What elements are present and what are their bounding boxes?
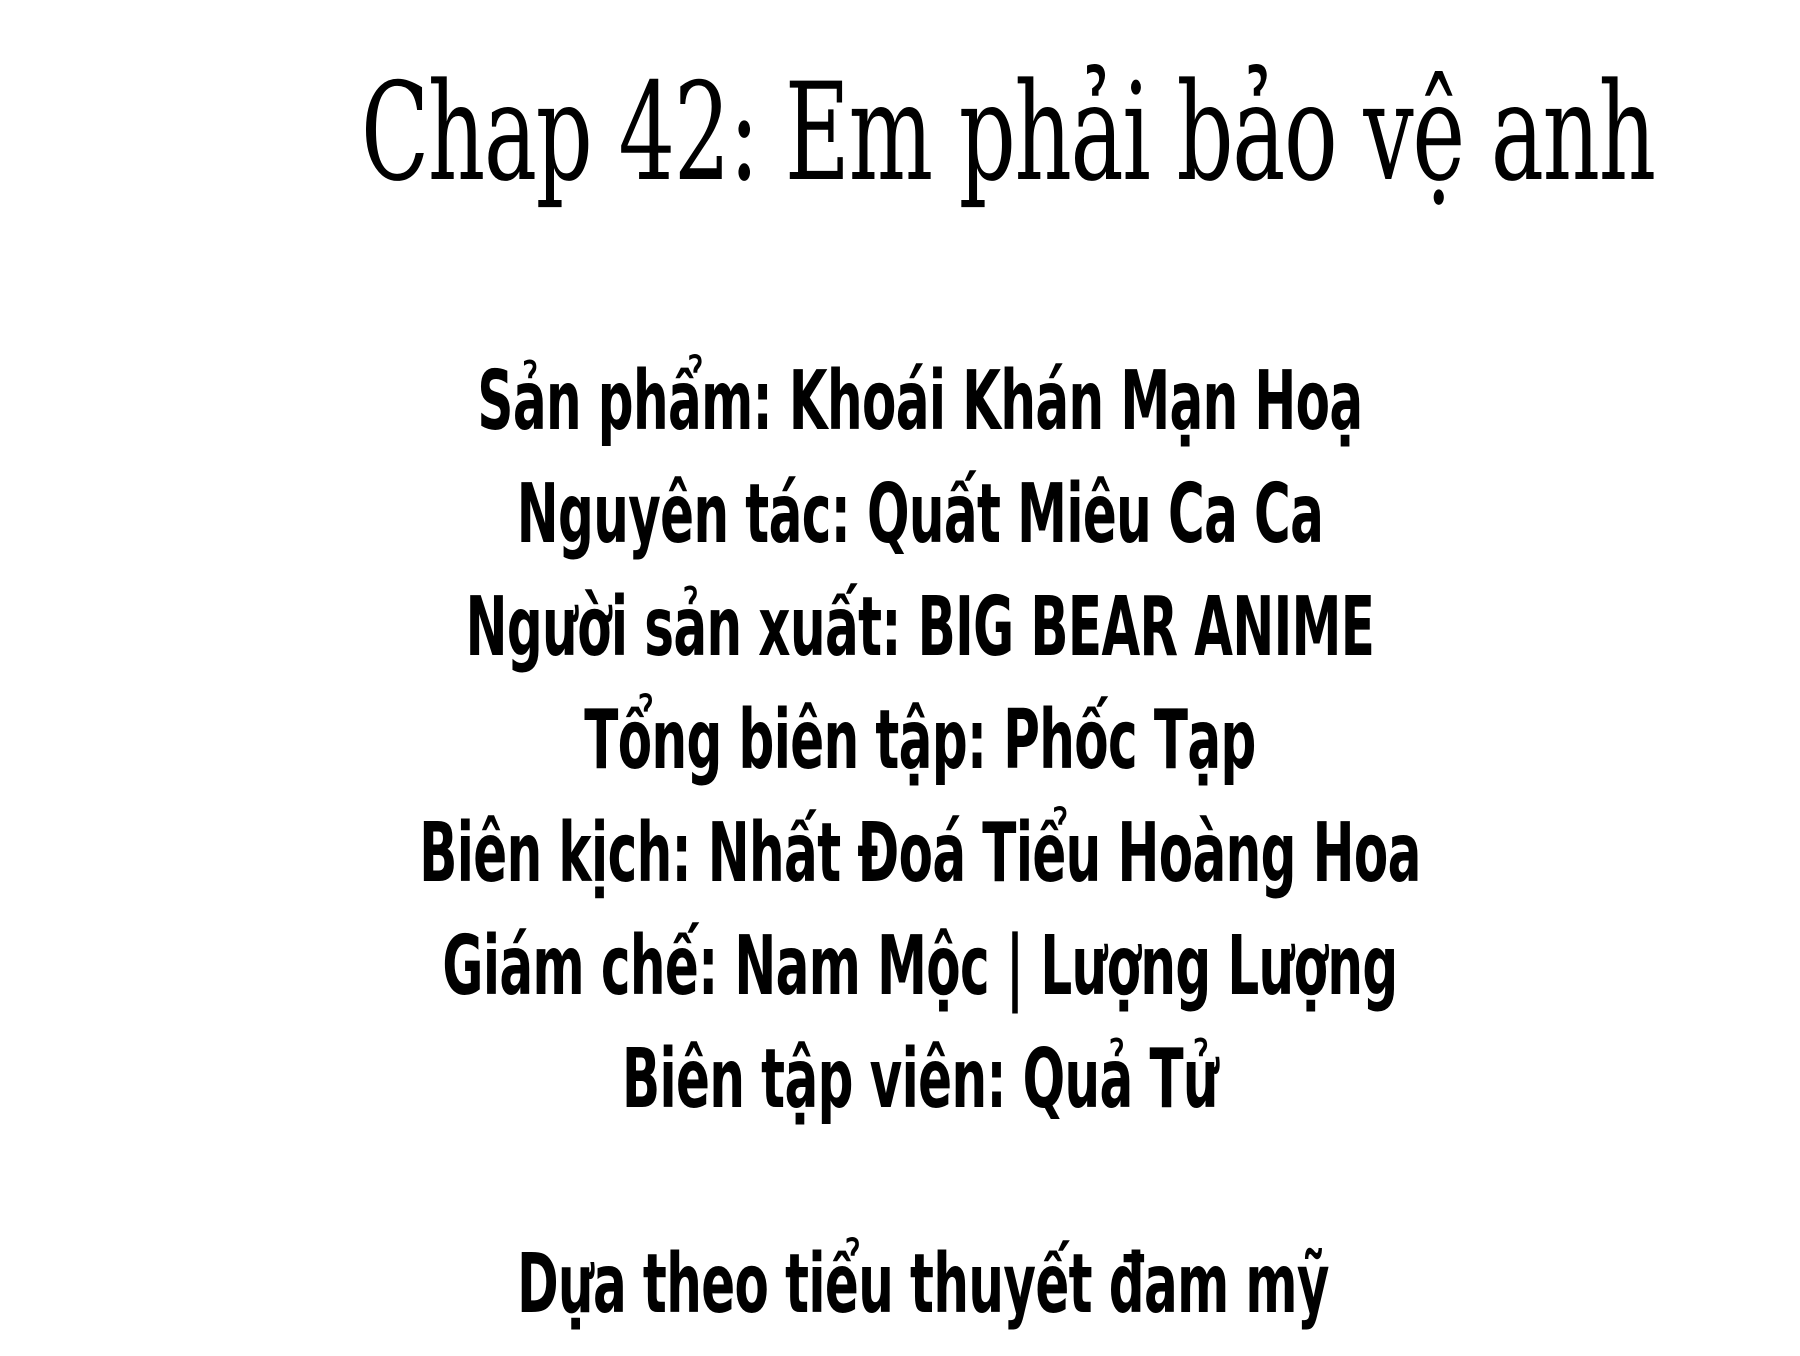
credit-line-product: Sản phẩm: Khoái Khán Mạn Hoạ [477,354,1363,449]
chapter-title: Chap 42: Em phải bảo vệ anh [361,54,1655,211]
credit-line-editor: Biên tập viên: Quả Tử [621,1032,1219,1127]
credit-line-producer: Người sản xuất: BIG BEAR ANIME [465,580,1375,675]
credit-line-original-author: Nguyên tác: Quất Miêu Ca Ca [516,467,1324,562]
credit-line-supervisor: Giám chế: Nam Mộc | Lượng Lượng [442,919,1398,1014]
credit-line-chief-editor: Tổng biên tập: Phốc Tạp [584,693,1256,788]
novel-source-note: Dựa theo tiểu thuyết đam mỹ [517,1237,1329,1332]
credit-line-screenwriter: Biên kịch: Nhất Đoá Tiểu Hoàng Hoa [419,806,1421,901]
credits-block [0,345,1800,1136]
